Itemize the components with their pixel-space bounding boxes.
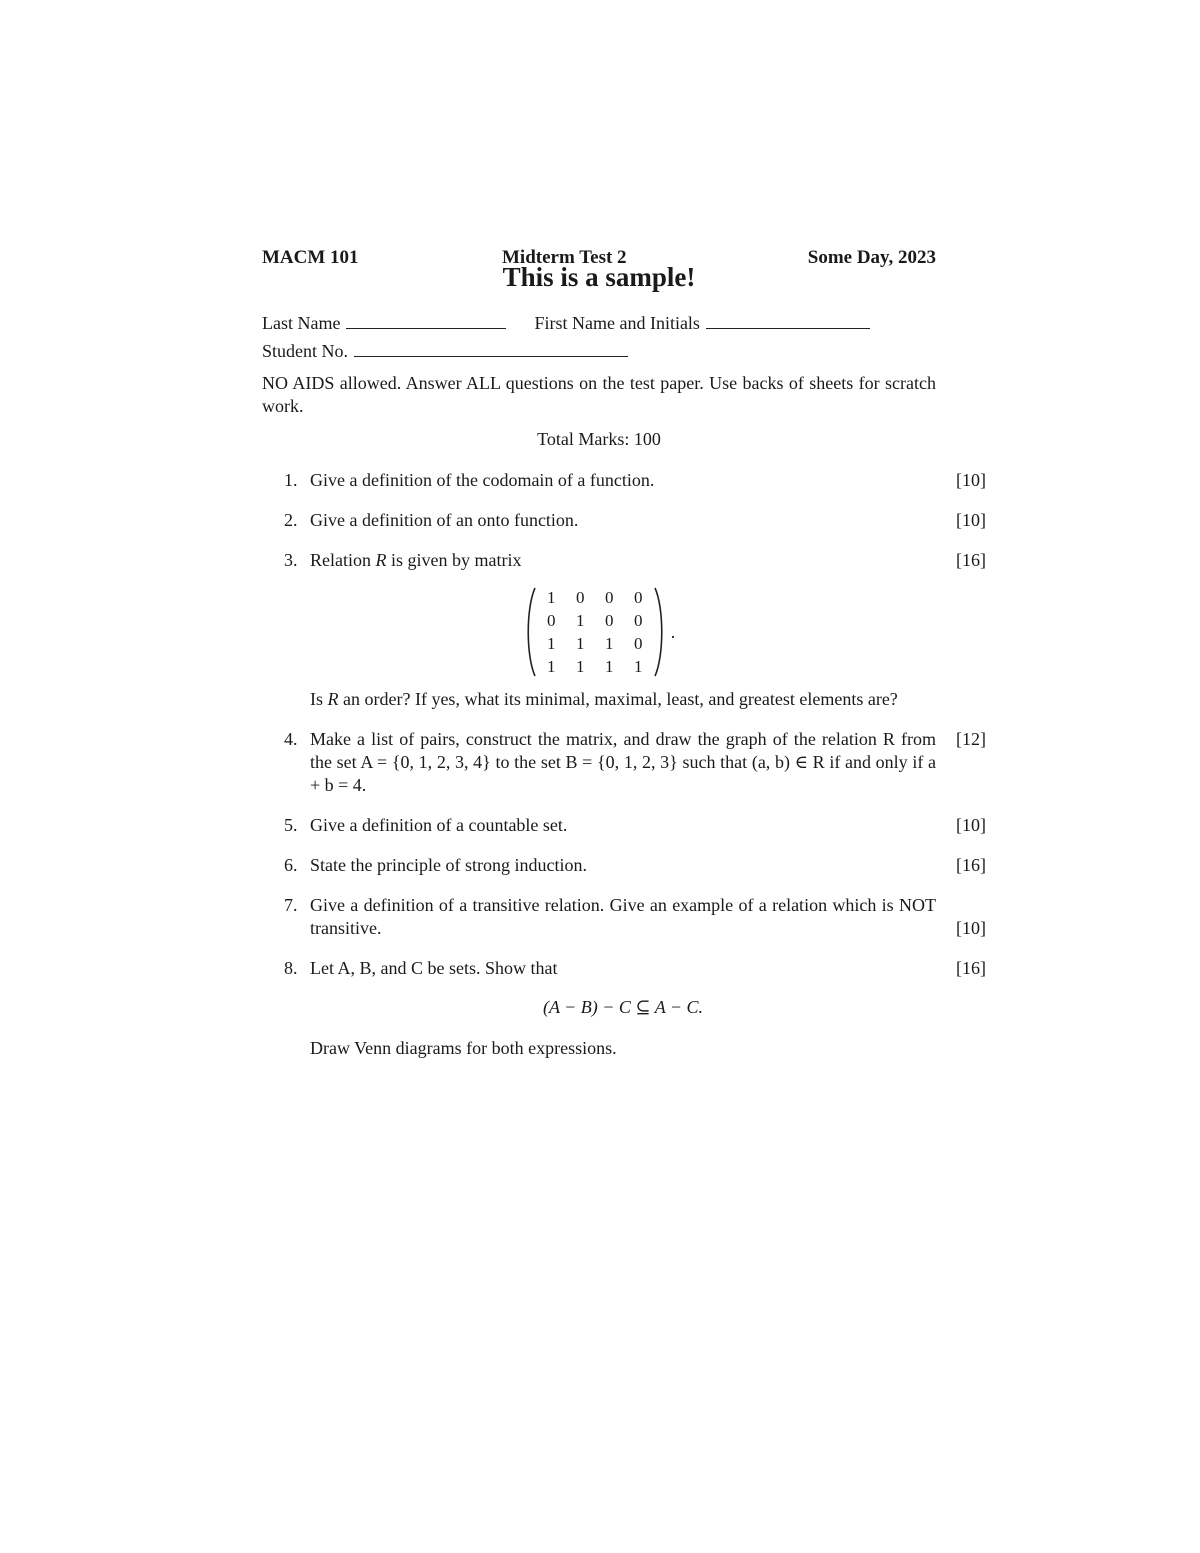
question-text: Let A, B, and C be sets. Show that (310, 958, 558, 978)
last-name-field[interactable] (346, 312, 506, 329)
test-title: Midterm Test 2 (502, 247, 627, 268)
student-no-line (262, 340, 992, 368)
relation-var: R (375, 550, 387, 570)
matrix-cell: 1 (547, 634, 556, 653)
instructions: NO AIDS allowed. Answer ALL questions on the test paper. Use backs of sheets for scratch work. (262, 373, 936, 416)
matrix-cell: 1 (576, 657, 585, 676)
matrix-cell: 1 (634, 657, 643, 676)
matrix-cell: 1 (547, 588, 556, 607)
relation-matrix (523, 586, 667, 678)
question-number: 7. (284, 895, 298, 915)
test-date: Some Day, 2023 (807, 247, 936, 268)
question-4 (262, 728, 992, 797)
question-6 (262, 854, 992, 877)
question-marks: [10] (956, 470, 986, 490)
question-1 (262, 469, 992, 492)
question-8 (262, 957, 992, 1060)
last-name-label: Last Name (262, 313, 341, 333)
question-marks: [16] (956, 550, 986, 570)
question-text: Give a definition of a countable set. (310, 815, 568, 835)
matrix-cell: 1 (576, 634, 585, 653)
question-marks: [10] (956, 918, 986, 938)
matrix-cell: 1 (576, 611, 585, 630)
question-followup: Is R an order? If yes, what its minimal, maximal, least, and greatest elements are? (310, 689, 898, 709)
question-number: 6. (284, 855, 298, 875)
question-marks: [10] (956, 815, 986, 835)
total-marks: Total Marks: 100 (537, 429, 661, 449)
right-paren (653, 586, 667, 678)
question-text: State the principle of strong induction. (310, 855, 587, 875)
student-no-label: Student No. (262, 341, 349, 361)
question-number: 1. (284, 470, 298, 490)
course-code: MACM 101 (262, 247, 359, 268)
sample-banner: This is a sample! (502, 262, 696, 292)
matrix-cell: 0 (634, 611, 643, 630)
question-7 (262, 894, 992, 940)
question-marks: [12] (956, 729, 986, 749)
matrix-row (537, 632, 653, 655)
set-formula: (A − B) − C ⊆ A − C. (542, 997, 704, 1017)
matrix-cell: 0 (547, 611, 556, 630)
matrix-cell: 0 (634, 634, 643, 653)
matrix-table (537, 586, 653, 678)
question-text: Give a definition of a transitive relation. Give an example of a relation which is NOT transitive. (310, 895, 936, 938)
question-marks: [16] (956, 958, 986, 978)
matrix-cell: 1 (605, 657, 614, 676)
student-fields (262, 312, 992, 368)
question-text: Relation R is given by matrix (310, 550, 522, 570)
matrix-cell: 0 (576, 588, 585, 607)
name-line (262, 312, 992, 340)
question-number: 2. (284, 510, 298, 530)
matrix-cell: 1 (605, 634, 614, 653)
matrix-cell: 0 (605, 611, 614, 630)
question-text: Give a definition of an onto function. (310, 510, 579, 530)
question-text: Make a list of pairs, construct the matrix, and draw the graph of the relation R from the set A = {0, 1, 2, 3, 4} to the set B = {0, 1, 2, 3} such that (a, b) ∈ R if and only if a + b = 4. (310, 729, 936, 795)
question-3 (262, 549, 992, 711)
matrix-row (537, 609, 653, 632)
question-text: Give a definition of the codomain of a function. (310, 470, 655, 490)
question-number: 5. (284, 815, 298, 835)
question-2 (262, 509, 992, 532)
first-name-field[interactable] (706, 312, 870, 329)
question-number: 8. (284, 958, 298, 978)
question-number: 4. (284, 729, 298, 749)
question-marks: [10] (956, 510, 986, 530)
question-number: 3. (284, 550, 298, 570)
matrix-row (537, 586, 653, 609)
relation-matrix-block: 1 0 0 0 0 1 0 0 1 1 1 0 1 1 1 1 . (262, 586, 936, 678)
matrix-cell: 0 (634, 588, 643, 607)
exam-page (262, 240, 992, 1060)
exam-header (262, 240, 992, 270)
left-paren (523, 586, 537, 678)
question-marks: [16] (956, 855, 986, 875)
matrix-cell: 0 (605, 588, 614, 607)
matrix-row (537, 655, 653, 678)
matrix-cell: 1 (547, 657, 556, 676)
question-followup: Draw Venn diagrams for both expressions. (310, 1038, 617, 1058)
first-name-label: First Name and Initials (534, 313, 700, 333)
question-5 (262, 814, 992, 837)
student-no-field[interactable] (354, 340, 628, 357)
